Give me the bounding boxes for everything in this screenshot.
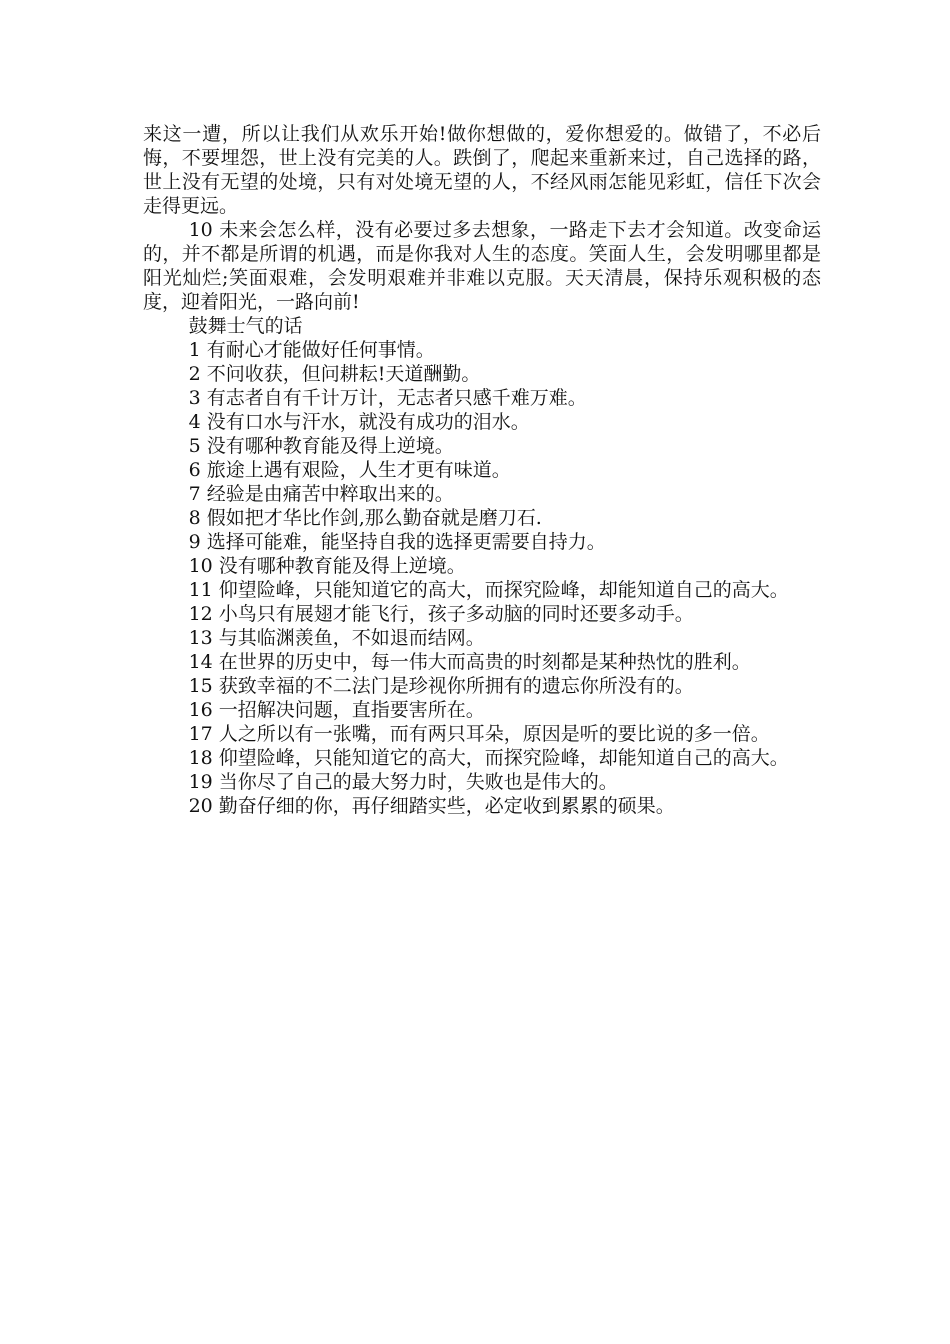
section-heading: 鼓舞士气的话 — [188, 315, 303, 337]
list-item: 14 在世界的历史中，每一伟大而高贵的时刻都是某种热忱的胜利。 — [188, 651, 751, 673]
paragraph-10-future: 10 未来会怎么样，没有必要过多去想象，一路走下去才会知道。改变命运的，并不都是所谓的机遇，而是你我对人生的态度。笑面人生，会发明哪里都是阳光灿烂;笑面艰难，会发明艰难并非难以克服。天天清晨，保持乐观积极的态度，迎着阳光，一路向前! — [143, 219, 821, 313]
list-item: 7 经验是由痛苦中粹取出来的。 — [188, 483, 454, 505]
list-item: 17 人之所以有一张嘴，而有两只耳朵，原因是听的要比说的多一倍。 — [188, 723, 770, 745]
list-item: 18 仰望险峰，只能知道它的高大，而探究险峰，却能知道自己的高大。 — [188, 747, 789, 769]
list-item: 6 旅途上遇有艰险，人生才更有味道。 — [188, 459, 511, 481]
list-item: 8 假如把才华比作剑,那么勤奋就是磨刀石. — [188, 507, 542, 529]
list-item: 15 获致幸福的不二法门是珍视你所拥有的遗忘你所没有的。 — [188, 675, 694, 697]
list-item: 5 没有哪种教育能及得上逆境。 — [188, 435, 454, 457]
list-item: 19 当你尽了自己的最大努力时，失败也是伟大的。 — [188, 771, 618, 793]
list-item: 11 仰望险峰，只能知道它的高大，而探究险峰，却能知道自己的高大。 — [188, 579, 789, 601]
paragraph-continuation: 来这一遭，所以让我们从欢乐开始!做你想做的，爱你想爱的。做错了，不必后悔，不要埋怨，世上没有完美的人。跌倒了，爬起来重新来过，自己选择的路，世上没有无望的处境，只有对处境无望的人，不经风雨怎能见彩虹，信任下次会走得更远。 — [143, 123, 821, 217]
list-item: 4 没有口水与汗水，就没有成功的泪水。 — [188, 411, 530, 433]
list-item: 13 与其临渊羡鱼，不如退而结网。 — [188, 627, 485, 649]
list-item: 10 没有哪种教育能及得上逆境。 — [188, 555, 466, 577]
document-body — [143, 122, 821, 818]
list-item: 20 勤奋仔细的你，再仔细踏实些，必定收到累累的硕果。 — [188, 795, 675, 817]
list-item: 9 选择可能难，能坚持自我的选择更需要自持力。 — [188, 531, 606, 553]
list-item: 1 有耐心才能做好任何事情。 — [188, 339, 435, 361]
list-item: 12 小鸟只有展翅才能飞行，孩子多动脑的同时还要多动手。 — [188, 603, 694, 625]
list-item: 16 一招解决问题，直指要害所在。 — [188, 699, 485, 721]
list-item: 2 不问收获，但问耕耘!天道酬勤。 — [188, 363, 481, 385]
list-item: 3 有志者自有千计万计，无志者只感千难万难。 — [188, 387, 587, 409]
